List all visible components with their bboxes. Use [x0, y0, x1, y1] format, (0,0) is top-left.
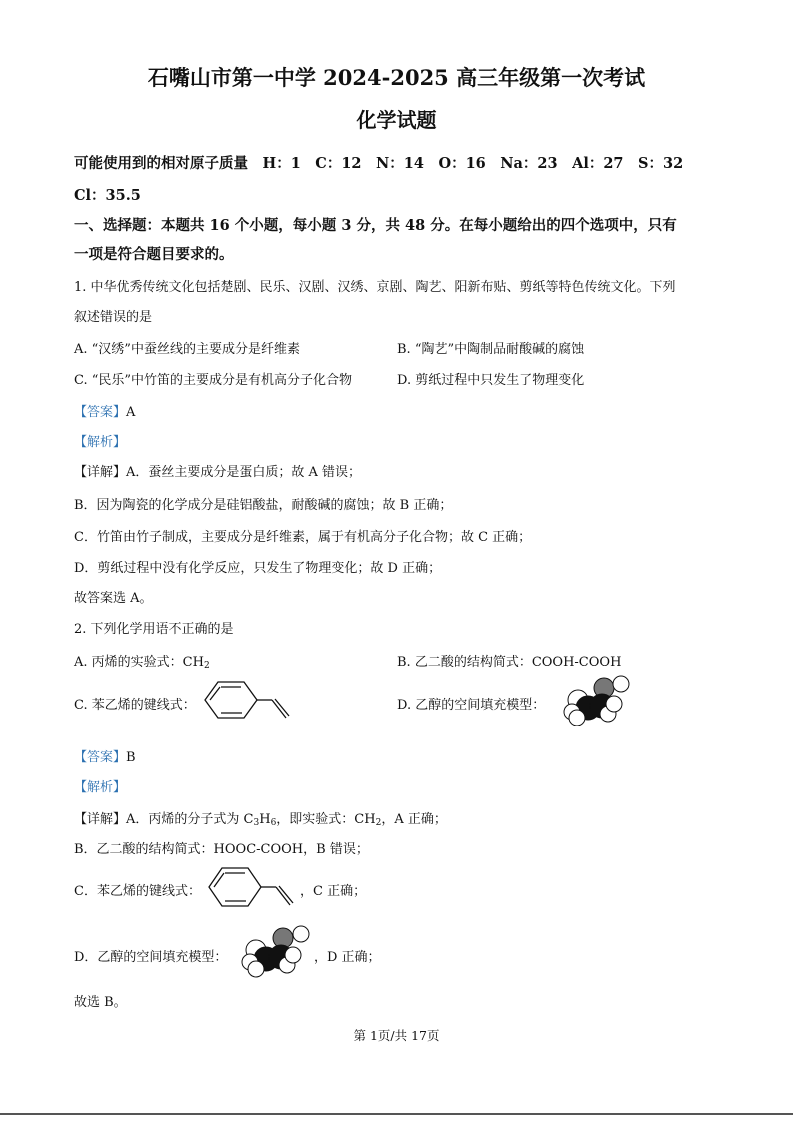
q2-stem: 2. 下列化学用语不正确的是	[74, 622, 234, 637]
styrene-structure-detail	[206, 864, 298, 910]
page-subtitle: 化学试题	[356, 108, 437, 132]
q1-stem-line2: 叙述错误的是	[74, 310, 153, 325]
q2-answer	[74, 746, 136, 765]
q2-option-a	[74, 651, 210, 670]
q2-detail-a	[74, 808, 447, 827]
q1-detail-a	[74, 461, 361, 480]
q2-detail-d-pre: D．乙醇的空间填充模型：	[74, 950, 228, 965]
atomic-mass-line1: 可能使用到的相对原子质量 H：1 C：12 N：14 O：16 Na：23 Al：27 S：32	[74, 155, 684, 172]
q2-detail-b: B．乙二酸的结构简式：HOOC-COOH，B 错误；	[74, 842, 369, 857]
q1-stem-line1: 1. 中华优秀传统文化包括楚剧、民乐、汉剧、汉绣、京剧、陶艺、阳新布贴、剪纸等特色传统文化。下列	[74, 280, 676, 295]
q1-option-d: D. 剪纸过程中只发生了物理变化	[397, 373, 585, 388]
q1-answer-tag: 【答案】	[74, 405, 127, 420]
q1-option-b: B. “陶艺”中陶制品耐酸碱的腐蚀	[397, 342, 585, 357]
section-heading-line2: 一项是符合题目要求的。	[74, 246, 234, 263]
benzene-ring-detail	[209, 868, 261, 906]
q2-detail-a-p2: H	[259, 812, 271, 827]
q2-option-d: D. 乙醇的空间填充模型：	[397, 698, 546, 713]
q2-detail-c-pre: C．苯乙烯的键线式：	[74, 884, 201, 899]
bottom-divider	[0, 1113, 793, 1115]
q2-option-c: C. 苯乙烯的键线式：	[74, 698, 196, 713]
q2-answer-value: B	[126, 750, 136, 765]
q2-detail-a-p1: A．丙烯的分子式为 C	[126, 812, 254, 827]
q2-detail-a-s1: 3	[253, 818, 260, 828]
q1-conclusion: 故答案选 A。	[74, 591, 153, 606]
q2-detail-a-p4: ，A 正确；	[381, 812, 447, 827]
page-number: 第 1页/共 17页	[353, 1028, 440, 1043]
q1-option-c: C. “民乐”中竹笛的主要成分是有机高分子化合物	[74, 373, 353, 388]
q1-detail-c: C．竹笛由竹子制成，主要成分是纤维素，属于有机高分子化合物；故 C 正确；	[74, 530, 532, 545]
ethanol-model-option-d	[556, 674, 634, 726]
q1-answer	[74, 401, 135, 420]
q2-detail-a-p3: ，即实验式：CH	[276, 812, 376, 827]
q1-detail-a-text: A．蚕丝主要成分是蛋白质；故 A 错误；	[126, 465, 362, 480]
q1-detail-tag: 【详解】	[74, 465, 127, 480]
q2-detail-a-s2: 6	[270, 818, 277, 828]
q1-detail-d: D．剪纸过程中没有化学反应，只发生了物理变化；故 D 正确；	[74, 561, 442, 576]
page-title: 石嘴山市第一中学 2024-2025 高三年级第一次考试	[147, 65, 646, 90]
ethanol-model-detail	[234, 924, 314, 978]
q1-answer-value: A	[126, 405, 136, 420]
q2-detail-d-post: ，D 正确；	[314, 950, 381, 965]
q2-detail-c-post: ，C 正确；	[300, 884, 367, 899]
q2-option-b: B. 乙二酸的结构简式：COOH-COOH	[397, 655, 622, 670]
q1-option-a: A. “汉绣”中蚕丝线的主要成分是纤维素	[74, 342, 300, 357]
atomic-mass-line2: Cl：35.5	[74, 187, 141, 204]
q2-conclusion: 故选 B。	[74, 995, 127, 1010]
q1-detail-b: B．因为陶瓷的化学成分是硅铝酸盐，耐酸碱的腐蚀；故 B 正确；	[74, 498, 453, 513]
q2-detail-a-s3: 2	[375, 818, 382, 828]
q1-analysis-tag: 【解析】	[74, 435, 127, 450]
q2-detail-tag: 【详解】	[74, 812, 127, 827]
styrene-structure-option-c	[202, 678, 294, 722]
q2-option-a-sub: 2	[203, 661, 210, 671]
q2-option-a-text: A. 丙烯的实验式：CH	[74, 655, 204, 670]
section-heading-line1: 一、选择题：本题共 16 个小题，每小题 3 分，共 48 分。在每小题给出的四个选项中，只有	[74, 217, 677, 234]
q2-analysis-tag: 【解析】	[74, 780, 127, 795]
q2-answer-tag: 【答案】	[74, 750, 127, 765]
